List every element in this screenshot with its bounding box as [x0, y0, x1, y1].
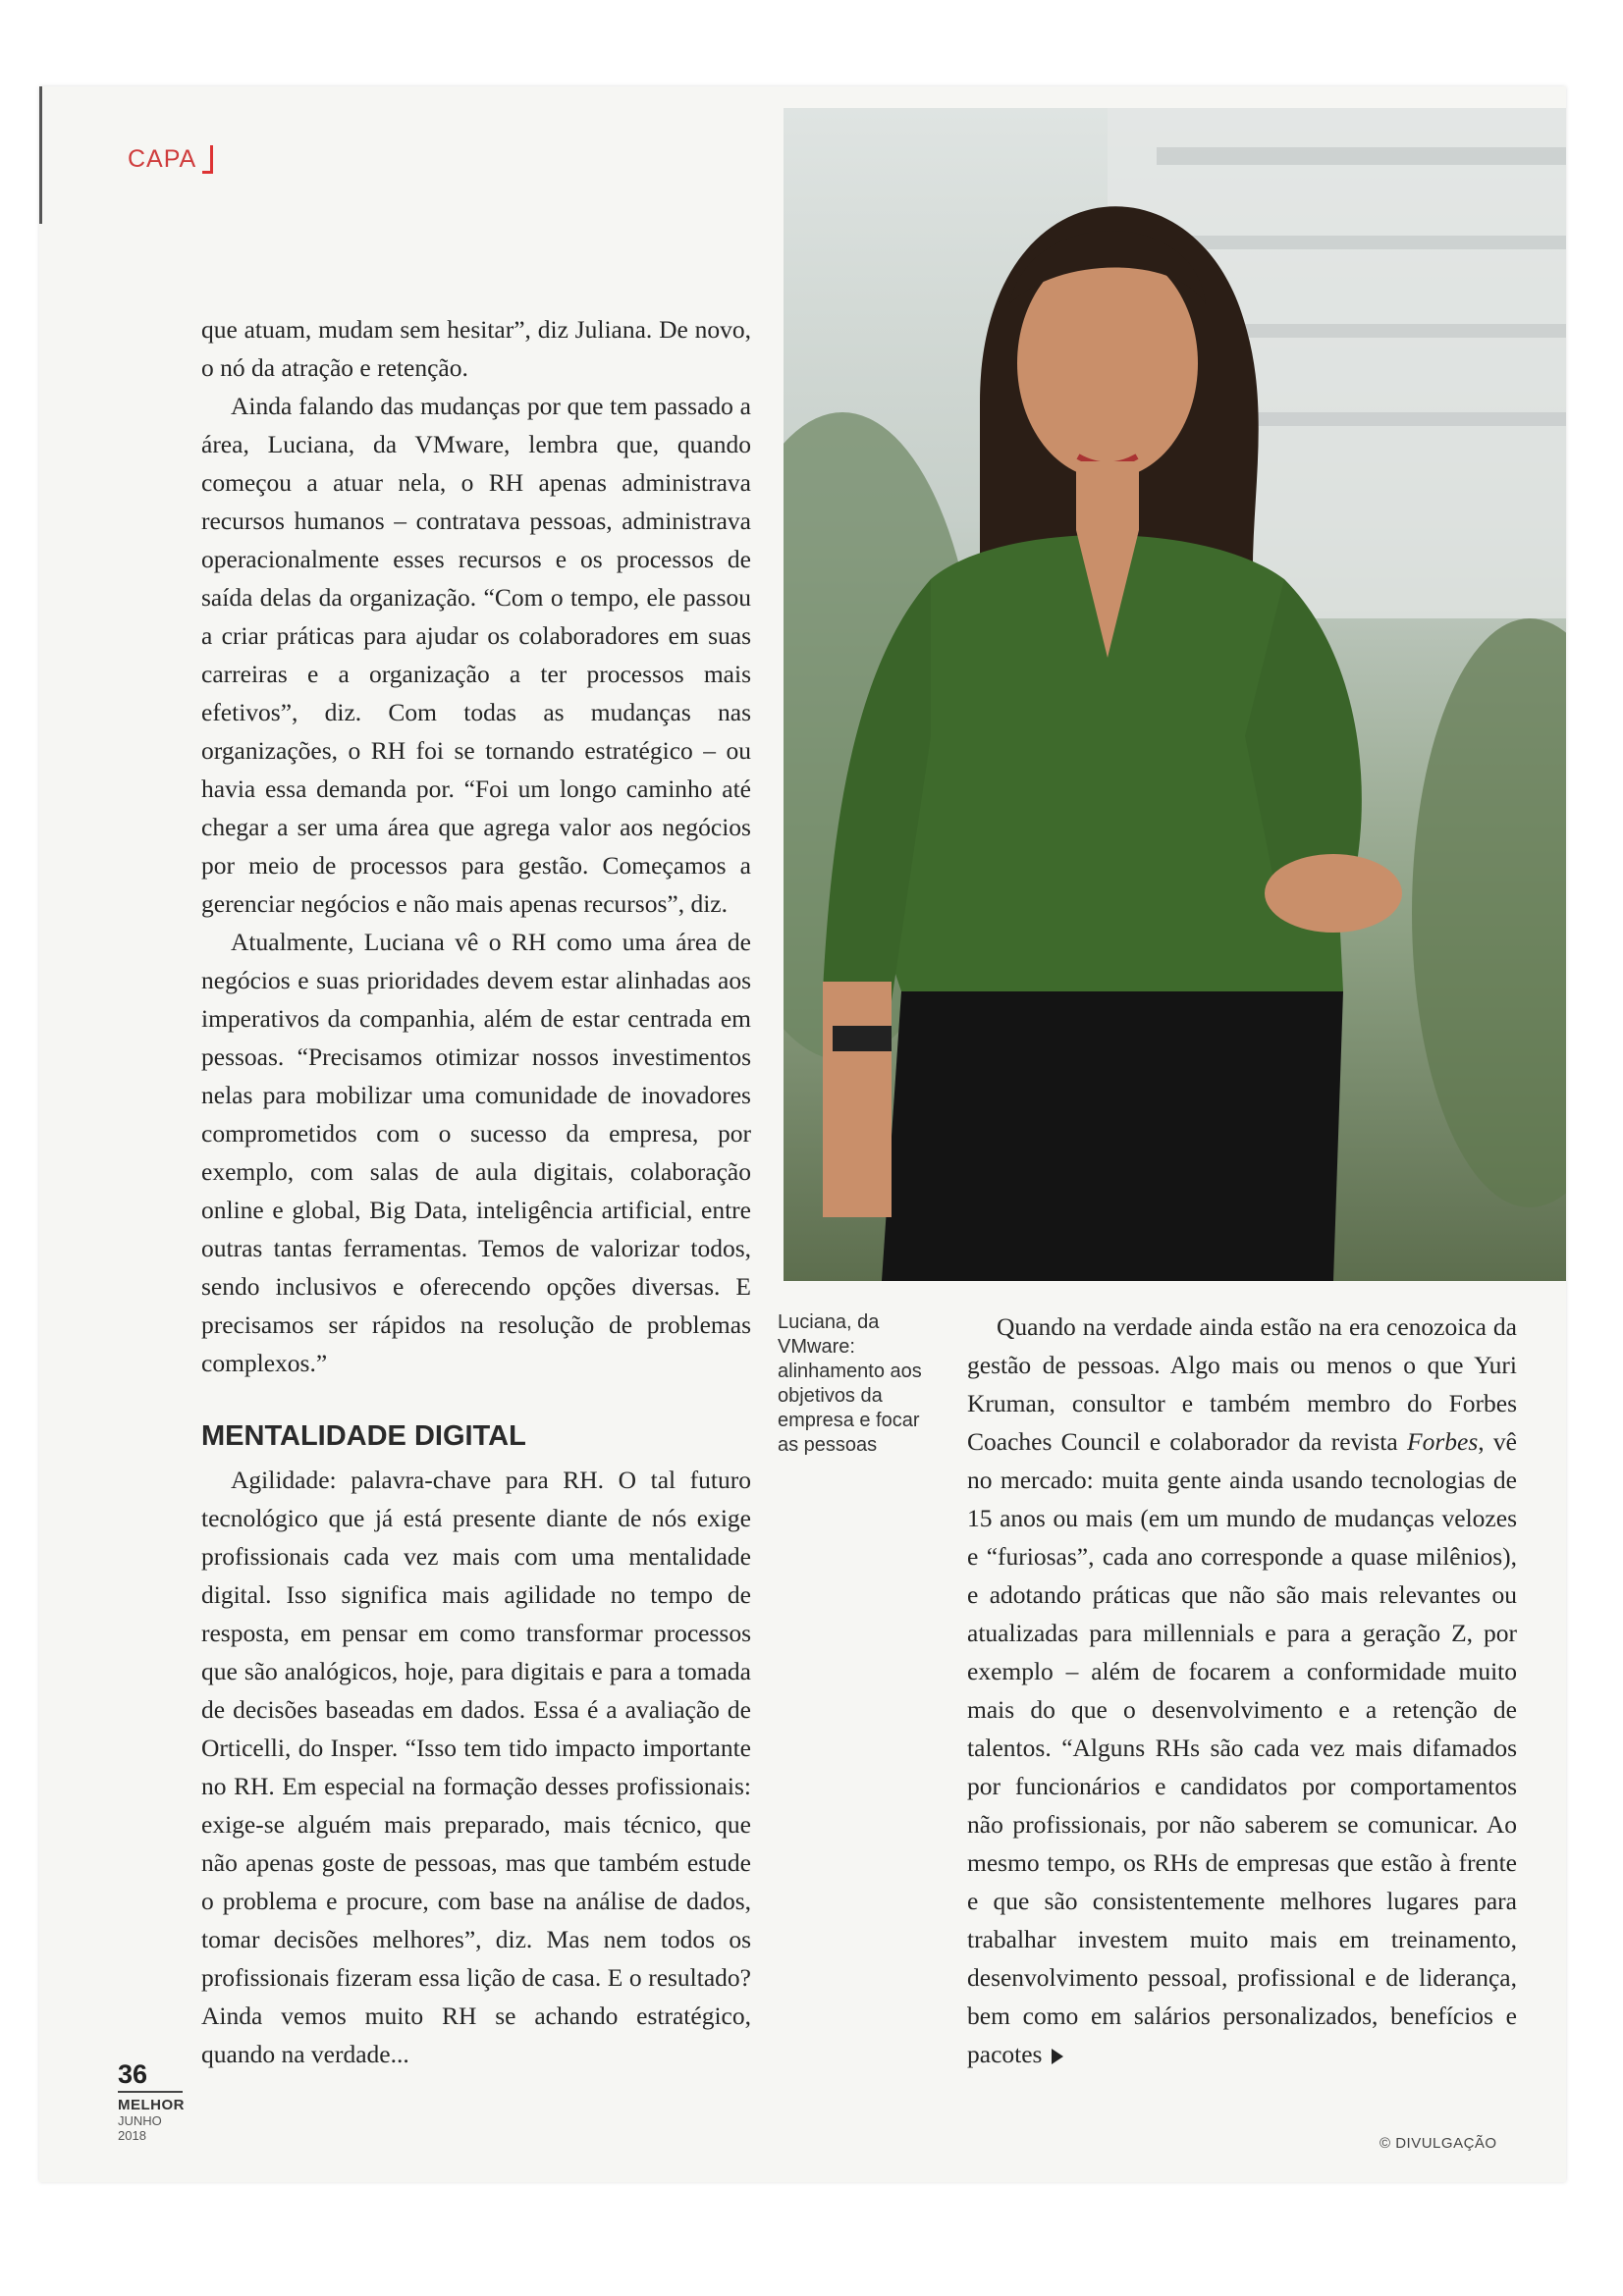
- paragraph: Ainda falando das mudanças por que tem passado a área, Luciana, da VMware, lembra que, quando começou a atuar nela, o RH apenas administrava recursos humanos – contratava pessoas, administrava operacionalmente esses recursos e os processos de saída delas da organização. “Com o tempo, ele passou a criar práticas para ajudar os colaboradores em suas carreiras e a organização a ter processos mais efetivos”, diz. Com todas as mudanças nas organizações, o RH foi se tornando estratégico – ou havia essa demanda por. “Foi um longo caminho até chegar a ser uma área que agrega valor aos negócios por meio de processos para gestão. Começamos a gerenciar negócios e não mais apenas recursos”, diz.: [201, 392, 751, 918]
- section-label: [128, 145, 213, 174]
- issue-month: JUNHO: [118, 2113, 162, 2128]
- paragraph: Atualmente, Luciana vê o RH como uma área de negócios e suas prioridades devem estar alinhadas aos imperativos da companhia, além de estar centrada em pessoas. “Precisamos otimizar nossos investimentos nelas para mobilizar uma comunidade de inovadores comprometidos com o sucesso da empresa, por exemplo, com salas de aula digitais, colaboração online e global, Big Data, inteligência artificial, entre outras tantas ferramentas. Temos de valorizar todos, sendo inclusivos e oferecendo opções diversas. E precisamos ser rápidos na resolução de problemas complexos.”: [201, 928, 751, 1377]
- paragraph: que atuam, mudam sem hesitar”, diz Juliana. De novo, o nó da atração e retenção.: [201, 315, 751, 382]
- paragraph: Agilidade: palavra-chave para RH. O tal futuro tecnológico que já está presente diante de nós exige profissionais cada vez mais com uma mentalidade digital. Isso significa mais agilidade no tempo de resposta, em pensar em como transformar processos que são analógicos, hoje, para digitais e para a tomada de decisões baseadas em dados. Essa é a avaliação de Orticelli, do Insper. “Isso tem tido impacto importante no RH. Em especial na formação desses profissionais: exige-se alguém mais preparado, mais técnico, que não apenas goste de pessoas, mas que também estude o problema e procure, com base na análise de dados, tomar decisões melhores”, diz. Mas nem todos os profissionais fizeram essa lição de casa. E o resultado? Ainda vemos muito RH se achando estratégico, quando na verdade...: [201, 1466, 751, 2068]
- magazine-name: MELHOR: [118, 2097, 185, 2113]
- binding-edge-rule: [39, 86, 42, 224]
- photo-caption: Luciana, da VMware: alinhamento aos objetivos da empresa e focar as pessoas: [778, 1311, 922, 1456]
- right-column: [967, 1308, 1517, 2073]
- page-number: 36: [118, 2059, 148, 2089]
- publication-name: Forbes: [1407, 1427, 1479, 1456]
- issue-date: [118, 2113, 162, 2143]
- triangle-right-icon: [1052, 2049, 1063, 2064]
- page-number-rule: [118, 2091, 183, 2093]
- left-column: [201, 310, 751, 2073]
- portrait-illustration: [784, 108, 1566, 1281]
- section-label-text: CAPA: [128, 145, 197, 173]
- paragraph-text: , vê no mercado: muita gente ainda usando tecnologias de 15 anos ou mais (em um mundo de mudanças velozes e “furiosas”, cada ano corresponde a quase milênios), e adotando práticas que não são mais relevantes ou atualizadas para millennials e para a geração Z, por exemplo – além de focarem a conformidade muito mais do que o desenvolvimento e a retenção de talentos. “Alguns RHs são cada vez mais difamados por funcionários e candidatos por comportamentos não profissionais, por não saberem se comunicar. Ao mesmo tempo, os RHs de empresas que estão à frente e que são consistentemente melhores lugares para trabalhar investem muito mais em treinamento, desenvolvimento pessoal, profissional e de liderança, bem como em salários personalizados, benefícios e pacotes: [967, 1427, 1517, 2068]
- paragraph-text: Quando na verdade ainda estão na era cenozoica da gestão de pessoas. Algo mais ou menos o que Yuri Kruman, consultor e também membro do Forbes Coaches Council e colaborador da revista: [967, 1312, 1517, 1456]
- photo-credit: © DIVULGAÇÃO: [1380, 2135, 1497, 2152]
- issue-year: 2018: [118, 2128, 146, 2143]
- section-corner-mark: [202, 145, 213, 174]
- paragraph: [967, 1308, 1517, 2073]
- subheading: MENTALIDADE DIGITAL: [201, 1420, 526, 1452]
- portrait-photo: [784, 108, 1566, 1281]
